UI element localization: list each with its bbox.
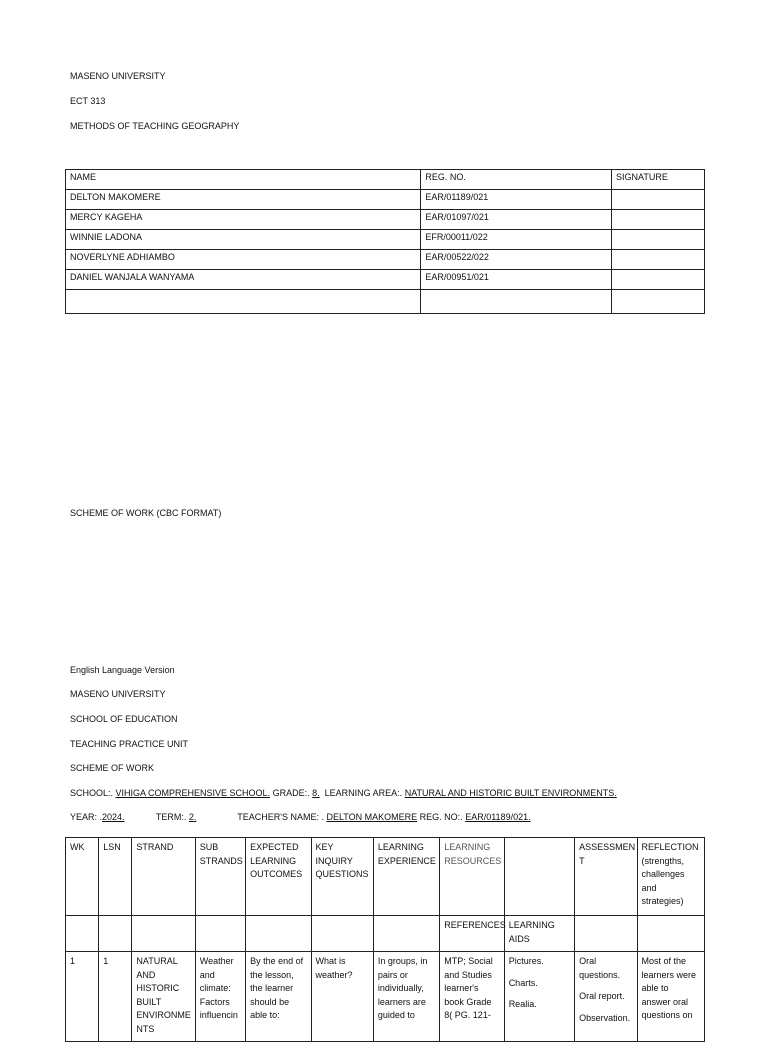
course-title: METHODS OF TEACHING GEOGRAPHY [70,121,240,131]
school-label: SCHOOL:. [70,788,114,798]
scheme-header-row [66,838,705,916]
roster-signature [612,190,705,210]
year-line [70,812,531,822]
roster-header-name: NAME [66,170,421,190]
roster-reg: EFR/00011/022 [421,230,612,250]
roster-signature [612,210,705,230]
table-row [66,270,705,290]
year-value: 2024. [102,812,125,822]
table-row [66,230,705,250]
roster-header-row [66,170,705,190]
reg-no-value: EAR/01189/021. [465,812,531,822]
cell-sub-strand: Weather and climate: Factors influencin [195,952,245,1042]
course-code: ECT 313 [70,96,106,106]
header-inquiry-questions: KEY INQUIRY QUESTIONS [311,838,373,916]
header-lsn: LSN [99,838,132,916]
subheader-blank [99,916,132,952]
header-outcomes: EXPECTED LEARNING OUTCOMES [246,838,311,916]
scheme-of-work-table [65,837,705,1042]
year-label: YEAR: . [70,812,103,822]
roster-reg: EAR/01189/021 [421,190,612,210]
teacher-name-value: DELTON MAKOMERE [326,812,418,822]
subheader-blank [66,916,99,952]
cell-learning-experience: In groups, in pairs or individually, learners are guided to [373,952,439,1042]
roster-signature [612,230,705,250]
assessment-item: Oral questions. [579,956,621,980]
roster-name: DELTON MAKOMERE [66,190,421,210]
aid-item: Pictures. [508,956,544,966]
cell-strand: NATURAL AND HISTORIC BUILT ENVIRONME NTS [132,952,195,1042]
roster-signature [612,270,705,290]
assessment-item: Oral report. [579,991,625,1001]
roster-reg: EAR/00522/022 [421,250,612,270]
header-reflection: REFLECTION (strengths, challenges and strategies) [637,838,705,916]
cell-lsn: 1 [99,952,132,1042]
learning-area-label: LEARNING AREA:. [324,788,403,798]
roster-name: WINNIE LADONA [66,230,421,250]
roster-name [66,290,421,314]
roster-name: NOVERLYNE ADHIAMBO [66,250,421,270]
subheader-blank [311,916,373,952]
cell-outcomes: By the end of the lesson, the learner should be able to: [246,952,311,1042]
scheme-subheader-row [66,916,705,952]
header-learning-aids: LEARNING AIDS [504,916,574,952]
roster-reg [421,290,612,314]
group-roster-table [65,169,705,314]
school-of-education: SCHOOL OF EDUCATION [70,714,178,724]
header-strand: STRAND [132,838,195,916]
header-resources-blank [504,838,574,916]
table-row [66,210,705,230]
grade-label: GRADE:. [272,788,310,798]
header-assessment: ASSESSMEN T [575,838,637,916]
roster-signature [612,250,705,270]
school-line [70,788,617,798]
subheader-blank [195,916,245,952]
cell-wk: 1 [66,952,99,1042]
header-learning-resources: LEARNING RESOURCES [440,838,504,916]
roster-reg: EAR/01097/021 [421,210,612,230]
learning-area-value: NATURAL AND HISTORIC BUILT ENVIRONMENTS. [404,788,617,798]
roster-signature [612,290,705,314]
table-row [66,250,705,270]
version-university: MASENO UNIVERSITY [70,689,166,699]
table-row [66,190,705,210]
language-version: English Language Version [70,665,175,675]
teacher-name-label: TEACHER'S NAME: . [237,812,324,822]
grade-value: 8. [312,788,320,798]
subheader-blank [575,916,637,952]
subheader-blank [373,916,439,952]
subheader-blank [246,916,311,952]
cell-assessment [575,952,637,1042]
roster-name: DANIEL WANJALA WANYAMA [66,270,421,290]
roster-header-reg: REG. NO. [421,170,612,190]
term-value: 2. [188,812,197,822]
table-row [66,290,705,314]
header-learning-experience: LEARNING EXPERIENCE [373,838,439,916]
cover-university: MASENO UNIVERSITY [70,71,166,81]
subheader-blank [637,916,705,952]
assessment-item: Observation. [579,1012,631,1023]
aid-item: Charts. [508,977,538,988]
table-row [66,952,705,1042]
teaching-practice-unit: TEACHING PRACTICE UNIT [70,739,189,749]
roster-name: MERCY KAGEHA [66,210,421,230]
header-wk: WK [66,838,99,916]
roster-reg: EAR/00951/021 [421,270,612,290]
scheme-title: SCHEME OF WORK (CBC FORMAT) [70,508,222,518]
aid-item: Realia. [508,999,537,1009]
header-sub-strands: SUB STRANDS [195,838,245,916]
cell-reflection: Most of the learners were able to answer oral questions on [637,952,705,1042]
school-value: VIHIGA COMPREHENSIVE SCHOOL. [115,788,271,798]
term-label: TERM:. [155,812,187,822]
cell-learning-aids [504,952,574,1042]
scheme-of-work-label: SCHEME OF WORK [70,763,155,773]
reg-no-label: REG. NO:. [419,812,463,822]
cell-inquiry-question: What is weather? [311,952,373,1042]
subheader-blank [132,916,195,952]
roster-header-signature: SIGNATURE [612,170,705,190]
header-references: REFERENCES [440,916,504,952]
cell-references: MTP; Social and Studies learner's book Grade 8( PG. 121- [440,952,504,1042]
